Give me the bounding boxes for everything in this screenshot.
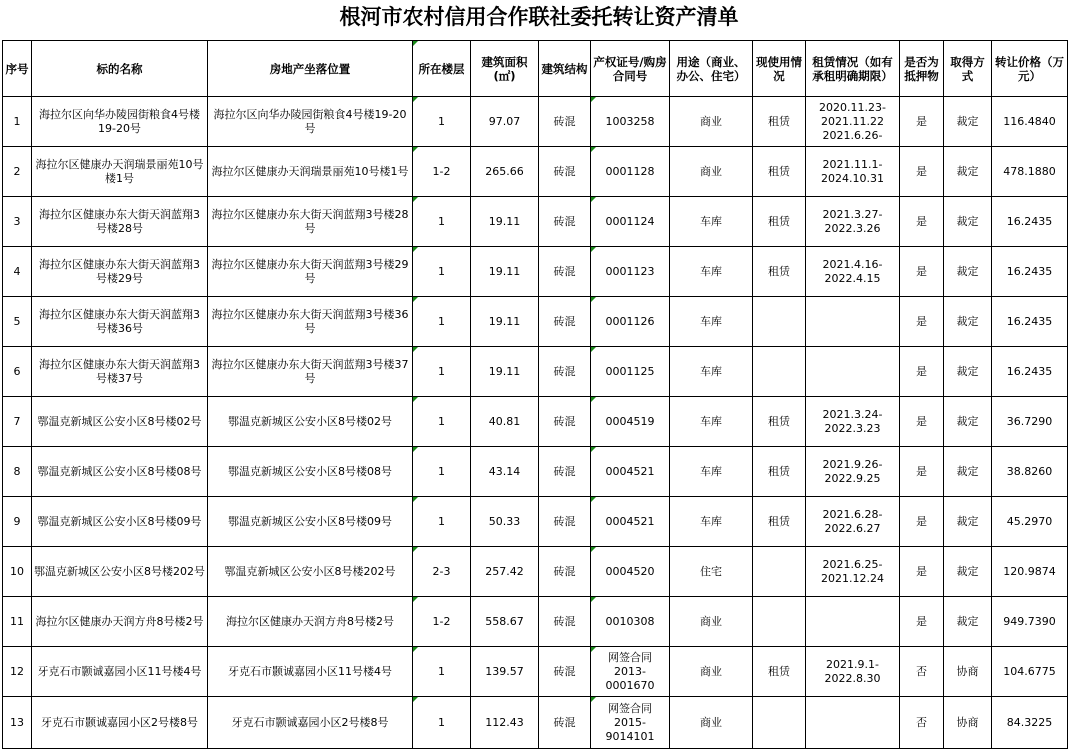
- cell-location: 海拉尔区健康办东大街天润蓝翔3号楼29号: [208, 247, 413, 297]
- header-col-area: 建筑面积(㎡): [471, 41, 539, 97]
- cell-location: 海拉尔区健康办东大街天润蓝翔3号楼28号: [208, 197, 413, 247]
- cell-location: 鄂温克新城区公安小区8号楼08号: [208, 447, 413, 497]
- cell-structure: 砖混: [539, 447, 591, 497]
- cell-no: 2: [3, 147, 32, 197]
- cell-mortgage: 是: [900, 497, 944, 547]
- cell-floor: 1: [413, 297, 471, 347]
- table-row: [3, 697, 1068, 749]
- cell-name: 海拉尔区健康办东大街天润蓝翔3号楼28号: [32, 197, 208, 247]
- cell-cert: 0004521: [591, 497, 670, 547]
- cell-name: 海拉尔区健康办东大街天润蓝翔3号楼37号: [32, 347, 208, 397]
- cell-no: 10: [3, 547, 32, 597]
- cell-cert: 1003258: [591, 97, 670, 147]
- cell-no: 4: [3, 247, 32, 297]
- table-row: [3, 497, 1068, 547]
- cell-area: 97.07: [471, 97, 539, 147]
- cell-structure: 砖混: [539, 647, 591, 697]
- cell-status: 租赁: [753, 647, 806, 697]
- cell-no: 12: [3, 647, 32, 697]
- cell-area: 265.66: [471, 147, 539, 197]
- cell-name: 海拉尔区健康办天润瑞景丽苑10号楼1号: [32, 147, 208, 197]
- header-col-location: 房地产坐落位置: [208, 41, 413, 97]
- cell-lease: 2021.3.27-2022.3.26: [806, 197, 900, 247]
- cell-method: 裁定: [944, 147, 992, 197]
- header-col-lease: 租赁情况（如有承租明确期限）: [806, 41, 900, 97]
- cell-floor: 1: [413, 447, 471, 497]
- cell-floor: 1: [413, 397, 471, 447]
- cell-usage: 车库: [670, 197, 753, 247]
- cell-mortgage: 是: [900, 297, 944, 347]
- cell-usage: 商业: [670, 97, 753, 147]
- table-row: [3, 247, 1068, 297]
- cell-name: 海拉尔区健康办东大街天润蓝翔3号楼29号: [32, 247, 208, 297]
- cell-lease: [806, 347, 900, 397]
- cell-status: 租赁: [753, 197, 806, 247]
- header-col-name: 标的名称: [32, 41, 208, 97]
- cell-method: 裁定: [944, 547, 992, 597]
- cell-method: 裁定: [944, 597, 992, 647]
- cell-no: 13: [3, 697, 32, 749]
- header-col-structure: 建筑结构: [539, 41, 591, 97]
- cell-name: 海拉尔区健康办天润方舟8号楼2号: [32, 597, 208, 647]
- cell-name: 鄂温克新城区公安小区8号楼02号: [32, 397, 208, 447]
- cell-floor: 1: [413, 197, 471, 247]
- cell-usage: 车库: [670, 397, 753, 447]
- cell-method: 裁定: [944, 247, 992, 297]
- header-col-no: 序号: [3, 41, 32, 97]
- cell-mortgage: 是: [900, 447, 944, 497]
- cell-usage: 车库: [670, 347, 753, 397]
- cell-location: 牙克石市颢诚嘉园小区2号楼8号: [208, 697, 413, 749]
- cell-cert: 0001126: [591, 297, 670, 347]
- cell-cert: 0004519: [591, 397, 670, 447]
- cell-name: 牙克石市颢诚嘉园小区2号楼8号: [32, 697, 208, 749]
- cell-floor: 1-2: [413, 597, 471, 647]
- cell-method: 裁定: [944, 347, 992, 397]
- cell-lease: [806, 597, 900, 647]
- cell-structure: 砖混: [539, 97, 591, 147]
- cell-usage: 车库: [670, 447, 753, 497]
- cell-status: 租赁: [753, 247, 806, 297]
- cell-status: 租赁: [753, 147, 806, 197]
- cell-area: 19.11: [471, 347, 539, 397]
- cell-mortgage: 是: [900, 97, 944, 147]
- header-col-price: 转让价格（万元）: [992, 41, 1068, 97]
- cell-floor: 2-3: [413, 547, 471, 597]
- cell-structure: 砖混: [539, 347, 591, 397]
- cell-status: [753, 697, 806, 749]
- header-row: [3, 41, 1068, 97]
- table-row: [3, 97, 1068, 147]
- cell-usage: 车库: [670, 247, 753, 297]
- cell-usage: 商业: [670, 647, 753, 697]
- cell-area: 19.11: [471, 197, 539, 247]
- cell-cert: 0010308: [591, 597, 670, 647]
- asset-table: [2, 40, 1068, 749]
- cell-location: 海拉尔区健康办东大街天润蓝翔3号楼36号: [208, 297, 413, 347]
- cell-lease: 2021.4.16-2022.4.15: [806, 247, 900, 297]
- cell-location: 海拉尔区健康办东大街天润蓝翔3号楼37号: [208, 347, 413, 397]
- cell-lease: [806, 697, 900, 749]
- cell-area: 139.57: [471, 647, 539, 697]
- cell-cert: 0004520: [591, 547, 670, 597]
- cell-no: 6: [3, 347, 32, 397]
- cell-mortgage: 是: [900, 547, 944, 597]
- cell-usage: 商业: [670, 697, 753, 749]
- cell-price: 16.2435: [992, 347, 1068, 397]
- cell-price: 116.4840: [992, 97, 1068, 147]
- cell-area: 40.81: [471, 397, 539, 447]
- table-row: [3, 647, 1068, 697]
- cell-floor: 1-2: [413, 147, 471, 197]
- cell-cert: 0001124: [591, 197, 670, 247]
- cell-area: 50.33: [471, 497, 539, 547]
- cell-price: 45.2970: [992, 497, 1068, 547]
- table-row: [3, 397, 1068, 447]
- cell-no: 3: [3, 197, 32, 247]
- cell-name: 鄂温克新城区公安小区8号楼09号: [32, 497, 208, 547]
- cell-usage: 住宅: [670, 547, 753, 597]
- cell-cert: 0004521: [591, 447, 670, 497]
- cell-method: 裁定: [944, 397, 992, 447]
- cell-price: 16.2435: [992, 297, 1068, 347]
- cell-status: [753, 347, 806, 397]
- cell-mortgage: 是: [900, 397, 944, 447]
- cell-cert: 0001128: [591, 147, 670, 197]
- table-row: [3, 297, 1068, 347]
- cell-name: 牙克石市颢诚嘉园小区11号楼4号: [32, 647, 208, 697]
- cell-structure: 砖混: [539, 197, 591, 247]
- cell-floor: 1: [413, 347, 471, 397]
- cell-structure: 砖混: [539, 547, 591, 597]
- cell-floor: 1: [413, 647, 471, 697]
- cell-area: 43.14: [471, 447, 539, 497]
- cell-price: 16.2435: [992, 197, 1068, 247]
- cell-lease: 2021.6.28-2022.6.27: [806, 497, 900, 547]
- cell-area: 558.67: [471, 597, 539, 647]
- cell-floor: 1: [413, 247, 471, 297]
- cell-lease: 2021.9.26-2022.9.25: [806, 447, 900, 497]
- cell-name: 鄂温克新城区公安小区8号楼202号: [32, 547, 208, 597]
- cell-structure: 砖混: [539, 697, 591, 749]
- cell-mortgage: 否: [900, 697, 944, 749]
- cell-area: 19.11: [471, 247, 539, 297]
- cell-usage: 商业: [670, 147, 753, 197]
- cell-price: 104.6775: [992, 647, 1068, 697]
- cell-method: 协商: [944, 697, 992, 749]
- cell-price: 38.8260: [992, 447, 1068, 497]
- cell-method: 裁定: [944, 97, 992, 147]
- cell-structure: 砖混: [539, 147, 591, 197]
- cell-status: 租赁: [753, 497, 806, 547]
- cell-lease: 2021.6.25-2021.12.24: [806, 547, 900, 597]
- cell-lease: 2021.11.1-2024.10.31: [806, 147, 900, 197]
- cell-no: 11: [3, 597, 32, 647]
- table-row: [3, 197, 1068, 247]
- cell-method: 裁定: [944, 447, 992, 497]
- table-row: [3, 147, 1068, 197]
- document-title: 根河市农村信用合作联社委托转让资产清单: [339, 4, 739, 29]
- cell-cert: 网签合同2015-9014101: [591, 697, 670, 749]
- cell-no: 1: [3, 97, 32, 147]
- table-row: [3, 447, 1068, 497]
- cell-status: [753, 597, 806, 647]
- table-row: [3, 347, 1068, 397]
- table-body: [3, 97, 1068, 749]
- cell-price: 84.3225: [992, 697, 1068, 749]
- cell-status: [753, 547, 806, 597]
- cell-floor: 1: [413, 97, 471, 147]
- cell-mortgage: 是: [900, 597, 944, 647]
- cell-structure: 砖混: [539, 597, 591, 647]
- table-row: [3, 597, 1068, 647]
- cell-status: 租赁: [753, 97, 806, 147]
- cell-location: 海拉尔区健康办天润瑞景丽苑10号楼1号: [208, 147, 413, 197]
- cell-status: 租赁: [753, 447, 806, 497]
- cell-price: 36.7290: [992, 397, 1068, 447]
- cell-structure: 砖混: [539, 497, 591, 547]
- cell-no: 7: [3, 397, 32, 447]
- cell-cert: 0001123: [591, 247, 670, 297]
- cell-structure: 砖混: [539, 297, 591, 347]
- cell-location: 鄂温克新城区公安小区8号楼09号: [208, 497, 413, 547]
- header-col-floor: 所在楼层: [413, 41, 471, 97]
- cell-price: 949.7390: [992, 597, 1068, 647]
- cell-location: 牙克石市颢诚嘉园小区11号楼4号: [208, 647, 413, 697]
- header-col-cert: 产权证号/购房合同号: [591, 41, 670, 97]
- cell-location: 海拉尔区向华办陵园街粮食4号楼19-20号: [208, 97, 413, 147]
- cell-mortgage: 是: [900, 247, 944, 297]
- cell-area: 112.43: [471, 697, 539, 749]
- cell-area: 257.42: [471, 547, 539, 597]
- cell-status: [753, 297, 806, 347]
- cell-floor: 1: [413, 497, 471, 547]
- cell-name: 海拉尔区向华办陵园街粮食4号楼19-20号: [32, 97, 208, 147]
- cell-area: 19.11: [471, 297, 539, 347]
- header-col-method: 取得方式: [944, 41, 992, 97]
- cell-cert: 网签合同2013-0001670: [591, 647, 670, 697]
- cell-structure: 砖混: [539, 247, 591, 297]
- cell-lease: [806, 297, 900, 347]
- cell-method: 裁定: [944, 197, 992, 247]
- cell-method: 裁定: [944, 497, 992, 547]
- header-col-mortgage: 是否为抵押物: [900, 41, 944, 97]
- cell-usage: 车库: [670, 297, 753, 347]
- header-col-status: 现使用情况: [753, 41, 806, 97]
- cell-status: 租赁: [753, 397, 806, 447]
- table-row: [3, 547, 1068, 597]
- cell-price: 120.9874: [992, 547, 1068, 597]
- cell-location: 鄂温克新城区公安小区8号楼202号: [208, 547, 413, 597]
- cell-name: 鄂温克新城区公安小区8号楼08号: [32, 447, 208, 497]
- cell-no: 9: [3, 497, 32, 547]
- cell-cert: 0001125: [591, 347, 670, 397]
- cell-method: 协商: [944, 647, 992, 697]
- cell-lease: 2021.9.1-2022.8.30: [806, 647, 900, 697]
- cell-no: 8: [3, 447, 32, 497]
- cell-price: 478.1880: [992, 147, 1068, 197]
- cell-location: 鄂温克新城区公安小区8号楼02号: [208, 397, 413, 447]
- cell-price: 16.2435: [992, 247, 1068, 297]
- cell-name: 海拉尔区健康办东大街天润蓝翔3号楼36号: [32, 297, 208, 347]
- cell-no: 5: [3, 297, 32, 347]
- cell-usage: 车库: [670, 497, 753, 547]
- cell-mortgage: 否: [900, 647, 944, 697]
- cell-lease: 2021.3.24-2022.3.23: [806, 397, 900, 447]
- cell-structure: 砖混: [539, 397, 591, 447]
- header-col-usage: 用途（商业、办公、住宅）: [670, 41, 753, 97]
- cell-mortgage: 是: [900, 197, 944, 247]
- cell-method: 裁定: [944, 297, 992, 347]
- cell-location: 海拉尔区健康办天润方舟8号楼2号: [208, 597, 413, 647]
- cell-usage: 商业: [670, 597, 753, 647]
- cell-mortgage: 是: [900, 347, 944, 397]
- cell-floor: 1: [413, 697, 471, 749]
- cell-mortgage: 是: [900, 147, 944, 197]
- cell-lease: 2020.11.23-2021.11.22 2021.6.26-: [806, 97, 900, 147]
